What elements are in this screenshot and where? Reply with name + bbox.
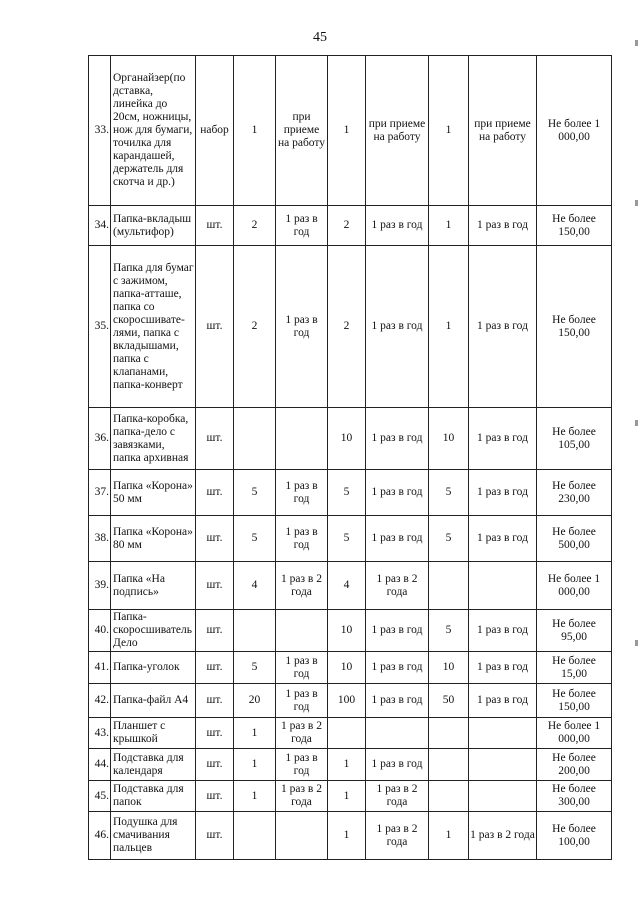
row-number: 43. bbox=[89, 718, 111, 749]
unit: шт. bbox=[196, 206, 234, 246]
page-edge-mark bbox=[635, 200, 638, 206]
row-number: 40. bbox=[89, 610, 111, 652]
item-name: Папка «На подпись» bbox=[111, 562, 196, 610]
item-name: Планшет с крышкой bbox=[111, 718, 196, 749]
price-limit: Не более 1 000,00 bbox=[537, 718, 612, 749]
item-name: Папка-скоросшиватель Дело bbox=[111, 610, 196, 652]
row-number: 45. bbox=[89, 781, 111, 812]
supply-norms-table bbox=[88, 55, 612, 860]
period-3: 1 раз в 2 года bbox=[469, 812, 537, 860]
period-1 bbox=[276, 610, 328, 652]
quantity-1: 4 bbox=[234, 562, 276, 610]
quantity-2: 1 bbox=[328, 781, 366, 812]
quantity-2: 1 bbox=[328, 56, 366, 206]
unit: шт. bbox=[196, 610, 234, 652]
unit: набор bbox=[196, 56, 234, 206]
quantity-3: 5 bbox=[429, 610, 469, 652]
price-limit: Не более 230,00 bbox=[537, 470, 612, 516]
quantity-1: 1 bbox=[234, 781, 276, 812]
quantity-3: 1 bbox=[429, 56, 469, 206]
table-row bbox=[89, 562, 612, 610]
item-name: Подставка для папок bbox=[111, 781, 196, 812]
quantity-1: 5 bbox=[234, 516, 276, 562]
unit: шт. bbox=[196, 246, 234, 408]
item-name: Подушка для смачивания пальцев bbox=[111, 812, 196, 860]
row-number: 37. bbox=[89, 470, 111, 516]
item-name: Папка-вкладыш (мультифор) bbox=[111, 206, 196, 246]
price-limit: Не более 1 000,00 bbox=[537, 56, 612, 206]
quantity-1: 1 bbox=[234, 749, 276, 781]
item-name: Органайзер(по дставка, линейка до 20см, ножницы, нож для бумаги, точилка для карандашей, держатель для скотча и др.) bbox=[111, 56, 196, 206]
quantity-3: 10 bbox=[429, 408, 469, 470]
price-limit: Не более 105,00 bbox=[537, 408, 612, 470]
row-number: 33. bbox=[89, 56, 111, 206]
page-number: 45 bbox=[313, 30, 327, 45]
period-3: 1 раз в год bbox=[469, 206, 537, 246]
period-3 bbox=[469, 718, 537, 749]
price-limit: Не более 500,00 bbox=[537, 516, 612, 562]
quantity-2: 10 bbox=[328, 652, 366, 684]
quantity-1: 1 bbox=[234, 56, 276, 206]
row-number: 46. bbox=[89, 812, 111, 860]
period-3: при приеме на работу bbox=[469, 56, 537, 206]
item-name: Папка-коробка, папка-дело с завязками, папка архивная bbox=[111, 408, 196, 470]
item-name: Папка-уголок bbox=[111, 652, 196, 684]
period-1: 1 раз в 2 года bbox=[276, 718, 328, 749]
period-1: 1 раз в год bbox=[276, 652, 328, 684]
unit: шт. bbox=[196, 781, 234, 812]
quantity-1: 1 bbox=[234, 718, 276, 749]
item-name: Подставка для календаря bbox=[111, 749, 196, 781]
price-limit: Не более 15,00 bbox=[537, 652, 612, 684]
table-row bbox=[89, 749, 612, 781]
period-2: 1 раз в год bbox=[366, 206, 429, 246]
quantity-3: 50 bbox=[429, 684, 469, 718]
period-2: 1 раз в 2 года bbox=[366, 781, 429, 812]
row-number: 41. bbox=[89, 652, 111, 684]
period-1: 1 раз в 2 года bbox=[276, 562, 328, 610]
quantity-2: 1 bbox=[328, 812, 366, 860]
table-row bbox=[89, 781, 612, 812]
table-row bbox=[89, 684, 612, 718]
quantity-3 bbox=[429, 718, 469, 749]
table-row bbox=[89, 718, 612, 749]
item-name: Папка для бумаг с зажимом, папка-атташе, папка со скоросшивате-лями, папка с вкладышами, папка с клапанами, папка-конверт bbox=[111, 246, 196, 408]
price-limit: Не более 200,00 bbox=[537, 749, 612, 781]
quantity-1: 5 bbox=[234, 470, 276, 516]
period-2: 1 раз в год bbox=[366, 246, 429, 408]
period-2: 1 раз в год bbox=[366, 652, 429, 684]
quantity-3 bbox=[429, 749, 469, 781]
unit: шт. bbox=[196, 516, 234, 562]
quantity-1 bbox=[234, 610, 276, 652]
table-row bbox=[89, 652, 612, 684]
unit: шт. bbox=[196, 652, 234, 684]
price-limit: Не более 100,00 bbox=[537, 812, 612, 860]
row-number: 35. bbox=[89, 246, 111, 408]
period-2: 1 раз в 2 года bbox=[366, 562, 429, 610]
table-row bbox=[89, 206, 612, 246]
period-1: при приеме на работу bbox=[276, 56, 328, 206]
period-2: 1 раз в год bbox=[366, 516, 429, 562]
period-2: 1 раз в год bbox=[366, 408, 429, 470]
period-3: 1 раз в год bbox=[469, 516, 537, 562]
table-row bbox=[89, 470, 612, 516]
quantity-3: 10 bbox=[429, 652, 469, 684]
unit: шт. bbox=[196, 562, 234, 610]
quantity-1: 2 bbox=[234, 206, 276, 246]
quantity-3: 5 bbox=[429, 516, 469, 562]
period-1: 1 раз в год bbox=[276, 749, 328, 781]
row-number: 44. bbox=[89, 749, 111, 781]
page-edge-mark bbox=[635, 40, 638, 46]
unit: шт. bbox=[196, 470, 234, 516]
period-2: 1 раз в год bbox=[366, 749, 429, 781]
row-number: 42. bbox=[89, 684, 111, 718]
unit: шт. bbox=[196, 749, 234, 781]
price-limit: Не более 150,00 bbox=[537, 246, 612, 408]
table-row bbox=[89, 610, 612, 652]
unit: шт. bbox=[196, 408, 234, 470]
row-number: 34. bbox=[89, 206, 111, 246]
quantity-3 bbox=[429, 562, 469, 610]
period-3: 1 раз в год bbox=[469, 470, 537, 516]
quantity-2: 100 bbox=[328, 684, 366, 718]
quantity-2 bbox=[328, 718, 366, 749]
quantity-2: 4 bbox=[328, 562, 366, 610]
quantity-1: 2 bbox=[234, 246, 276, 408]
table-body bbox=[89, 56, 612, 860]
item-name: Папка-файл А4 bbox=[111, 684, 196, 718]
quantity-2: 5 bbox=[328, 470, 366, 516]
period-1: 1 раз в год bbox=[276, 684, 328, 718]
unit: шт. bbox=[196, 718, 234, 749]
item-name: Папка «Корона» 80 мм bbox=[111, 516, 196, 562]
period-1: 1 раз в год bbox=[276, 246, 328, 408]
quantity-3: 1 bbox=[429, 206, 469, 246]
period-3 bbox=[469, 781, 537, 812]
unit: шт. bbox=[196, 684, 234, 718]
table-row bbox=[89, 516, 612, 562]
period-3: 1 раз в год bbox=[469, 684, 537, 718]
period-1 bbox=[276, 812, 328, 860]
period-1: 1 раз в год bbox=[276, 470, 328, 516]
page-edge-mark bbox=[635, 640, 638, 646]
period-3: 1 раз в год bbox=[469, 246, 537, 408]
period-2 bbox=[366, 718, 429, 749]
quantity-1 bbox=[234, 408, 276, 470]
row-number: 36. bbox=[89, 408, 111, 470]
unit: шт. bbox=[196, 812, 234, 860]
quantity-3: 1 bbox=[429, 246, 469, 408]
row-number: 38. bbox=[89, 516, 111, 562]
quantity-2: 2 bbox=[328, 206, 366, 246]
quantity-2: 10 bbox=[328, 610, 366, 652]
quantity-2: 1 bbox=[328, 749, 366, 781]
period-3: 1 раз в год bbox=[469, 652, 537, 684]
period-2: 1 раз в год bbox=[366, 684, 429, 718]
price-limit: Не более 150,00 bbox=[537, 206, 612, 246]
table-row bbox=[89, 408, 612, 470]
quantity-3: 1 bbox=[429, 812, 469, 860]
quantity-3 bbox=[429, 781, 469, 812]
quantity-2: 5 bbox=[328, 516, 366, 562]
quantity-3: 5 bbox=[429, 470, 469, 516]
period-2: при приеме на работу bbox=[366, 56, 429, 206]
period-2: 1 раз в год bbox=[366, 470, 429, 516]
price-limit: Не более 150,00 bbox=[537, 684, 612, 718]
period-1 bbox=[276, 408, 328, 470]
period-3 bbox=[469, 749, 537, 781]
quantity-1: 20 bbox=[234, 684, 276, 718]
period-2: 1 раз в год bbox=[366, 610, 429, 652]
price-limit: Не более 1 000,00 bbox=[537, 562, 612, 610]
table-row bbox=[89, 246, 612, 408]
table-row bbox=[89, 56, 612, 206]
row-number: 39. bbox=[89, 562, 111, 610]
quantity-1 bbox=[234, 812, 276, 860]
quantity-2: 2 bbox=[328, 246, 366, 408]
item-name: Папка «Корона» 50 мм bbox=[111, 470, 196, 516]
period-3: 1 раз в год bbox=[469, 610, 537, 652]
price-limit: Не более 95,00 bbox=[537, 610, 612, 652]
price-limit: Не более 300,00 bbox=[537, 781, 612, 812]
page-edge-mark bbox=[635, 420, 638, 426]
period-3: 1 раз в год bbox=[469, 408, 537, 470]
table-row bbox=[89, 812, 612, 860]
period-3 bbox=[469, 562, 537, 610]
period-1: 1 раз в год bbox=[276, 516, 328, 562]
period-1: 1 раз в 2 года bbox=[276, 781, 328, 812]
quantity-2: 10 bbox=[328, 408, 366, 470]
period-2: 1 раз в 2 года bbox=[366, 812, 429, 860]
period-1: 1 раз в год bbox=[276, 206, 328, 246]
quantity-1: 5 bbox=[234, 652, 276, 684]
